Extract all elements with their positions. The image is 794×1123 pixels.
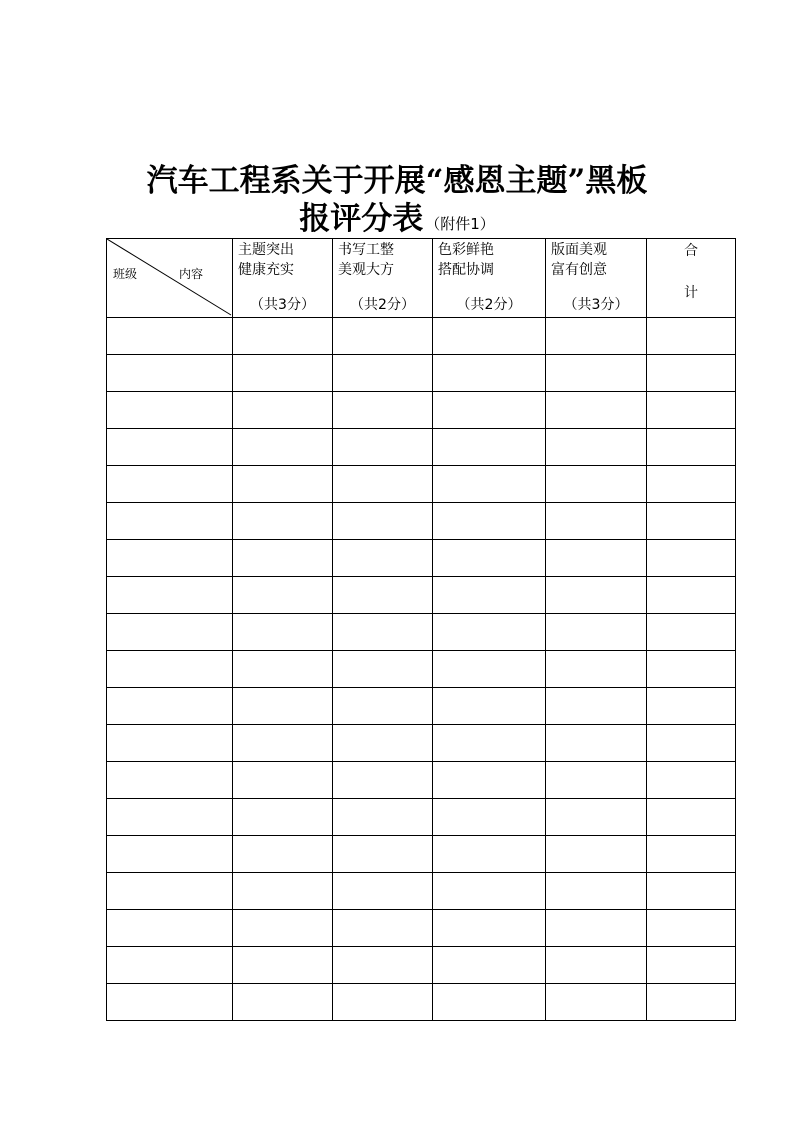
criteria-4-cell[interactable] xyxy=(546,984,647,1021)
criteria-4-cell[interactable] xyxy=(546,799,647,836)
document-title: 汽车工程系关于开展“感恩主题”黑板 xyxy=(146,163,648,199)
row-header-label: 班级 xyxy=(113,267,138,281)
total-cell[interactable] xyxy=(647,466,736,503)
total-cell[interactable] xyxy=(647,577,736,614)
criteria-2-cell[interactable] xyxy=(333,651,433,688)
table-row xyxy=(107,873,736,910)
criteria-1-cell[interactable] xyxy=(233,947,333,984)
table-row xyxy=(107,614,736,651)
criteria-4-cell[interactable] xyxy=(546,762,647,799)
criteria-4-cell[interactable] xyxy=(546,873,647,910)
criteria-3-cell[interactable] xyxy=(433,614,546,651)
criteria-3-cell[interactable] xyxy=(433,503,546,540)
table-row xyxy=(107,355,736,392)
criteria-score: （共3分） xyxy=(563,297,629,313)
score-table-body xyxy=(107,318,736,1021)
class-cell[interactable] xyxy=(107,947,233,984)
class-cell[interactable] xyxy=(107,836,233,873)
criteria-2-cell[interactable] xyxy=(333,355,433,392)
class-cell[interactable] xyxy=(107,688,233,725)
criteria-4-cell[interactable] xyxy=(546,725,647,762)
criteria-2-cell[interactable] xyxy=(333,873,433,910)
table-row xyxy=(107,688,736,725)
total-cell[interactable] xyxy=(647,984,736,1021)
criteria-4-cell[interactable] xyxy=(546,577,647,614)
criteria-1-cell[interactable] xyxy=(233,577,333,614)
criteria-4-cell[interactable] xyxy=(546,836,647,873)
total-cell[interactable] xyxy=(647,910,736,947)
total-cell[interactable] xyxy=(647,429,736,466)
total-cell[interactable] xyxy=(647,836,736,873)
total-cell[interactable] xyxy=(647,318,736,355)
criteria-1-cell[interactable] xyxy=(233,318,333,355)
total-cell[interactable] xyxy=(647,947,736,984)
total-cell[interactable] xyxy=(647,873,736,910)
table-row xyxy=(107,466,736,503)
table-row xyxy=(107,392,736,429)
criteria-2-cell[interactable] xyxy=(333,984,433,1021)
criteria-line1: 主题突出 xyxy=(238,242,294,258)
table-row xyxy=(107,429,736,466)
criteria-2-cell[interactable] xyxy=(333,466,433,503)
total-header xyxy=(647,239,736,318)
criteria-3-cell[interactable] xyxy=(433,947,546,984)
criteria-2-cell[interactable] xyxy=(333,799,433,836)
class-cell[interactable] xyxy=(107,355,233,392)
criteria-4-cell[interactable] xyxy=(546,318,647,355)
criteria-1-cell[interactable] xyxy=(233,984,333,1021)
total-header-bottom: 计 xyxy=(684,285,698,301)
criteria-header-2 xyxy=(333,239,433,318)
table-row xyxy=(107,984,736,1021)
table-row xyxy=(107,725,736,762)
criteria-3-cell[interactable] xyxy=(433,355,546,392)
criteria-header-3 xyxy=(433,239,546,318)
table-row xyxy=(107,651,736,688)
class-cell[interactable] xyxy=(107,725,233,762)
criteria-3-cell[interactable] xyxy=(433,577,546,614)
total-cell[interactable] xyxy=(647,651,736,688)
criteria-3-cell[interactable] xyxy=(433,910,546,947)
criteria-1-cell[interactable] xyxy=(233,540,333,577)
criteria-1-cell[interactable] xyxy=(233,836,333,873)
total-cell[interactable] xyxy=(647,762,736,799)
criteria-4-cell[interactable] xyxy=(546,947,647,984)
table-row xyxy=(107,503,736,540)
criteria-4-cell[interactable] xyxy=(546,503,647,540)
criteria-1-cell[interactable] xyxy=(233,429,333,466)
class-cell[interactable] xyxy=(107,984,233,1021)
criteria-4-cell[interactable] xyxy=(546,540,647,577)
criteria-4-cell[interactable] xyxy=(546,466,647,503)
table-row xyxy=(107,318,736,355)
class-cell[interactable] xyxy=(107,651,233,688)
table-row xyxy=(107,836,736,873)
criteria-2-cell[interactable] xyxy=(333,318,433,355)
criteria-3-cell[interactable] xyxy=(433,836,546,873)
table-row xyxy=(107,762,736,799)
criteria-4-cell[interactable] xyxy=(546,910,647,947)
criteria-2-cell[interactable] xyxy=(333,392,433,429)
criteria-2-cell[interactable] xyxy=(333,910,433,947)
criteria-line1: 色彩鲜艳 xyxy=(438,242,494,258)
criteria-3-cell[interactable] xyxy=(433,762,546,799)
criteria-header-4 xyxy=(546,239,647,318)
criteria-2-cell[interactable] xyxy=(333,836,433,873)
total-cell[interactable] xyxy=(647,392,736,429)
class-cell[interactable] xyxy=(107,614,233,651)
criteria-4-cell[interactable] xyxy=(546,688,647,725)
total-cell[interactable] xyxy=(647,614,736,651)
criteria-3-cell[interactable] xyxy=(433,725,546,762)
criteria-1-cell[interactable] xyxy=(233,466,333,503)
criteria-1-cell[interactable] xyxy=(233,614,333,651)
class-cell[interactable] xyxy=(107,577,233,614)
criteria-2-cell[interactable] xyxy=(333,725,433,762)
criteria-2-cell[interactable] xyxy=(333,540,433,577)
total-cell[interactable] xyxy=(647,503,736,540)
criteria-3-cell[interactable] xyxy=(433,799,546,836)
criteria-4-cell[interactable] xyxy=(546,429,647,466)
criteria-1-cell[interactable] xyxy=(233,725,333,762)
class-cell[interactable] xyxy=(107,466,233,503)
criteria-1-cell[interactable] xyxy=(233,392,333,429)
criteria-1-cell[interactable] xyxy=(233,762,333,799)
criteria-2-cell[interactable] xyxy=(333,429,433,466)
class-cell[interactable] xyxy=(107,799,233,836)
criteria-line2: 搭配协调 xyxy=(438,262,494,278)
class-cell[interactable] xyxy=(107,910,233,947)
class-cell[interactable] xyxy=(107,762,233,799)
criteria-4-cell[interactable] xyxy=(546,392,647,429)
criteria-1-cell[interactable] xyxy=(233,910,333,947)
total-header-top: 合 xyxy=(684,243,698,259)
criteria-line2: 美观大方 xyxy=(338,262,394,278)
criteria-3-cell[interactable] xyxy=(433,688,546,725)
class-cell[interactable] xyxy=(107,540,233,577)
column-header-label: 内容 xyxy=(179,267,204,281)
total-cell[interactable] xyxy=(647,540,736,577)
table-row xyxy=(107,799,736,836)
table-row xyxy=(107,947,736,984)
table-row xyxy=(107,540,736,577)
criteria-header-1 xyxy=(233,239,333,318)
class-cell[interactable] xyxy=(107,429,233,466)
criteria-3-cell[interactable] xyxy=(433,392,546,429)
table-row xyxy=(107,910,736,947)
criteria-2-cell[interactable] xyxy=(333,503,433,540)
criteria-1-cell[interactable] xyxy=(233,503,333,540)
criteria-3-cell[interactable] xyxy=(433,540,546,577)
criteria-3-cell[interactable] xyxy=(433,429,546,466)
criteria-4-cell[interactable] xyxy=(546,355,647,392)
total-cell[interactable] xyxy=(647,799,736,836)
criteria-line1: 书写工整 xyxy=(338,242,394,258)
criteria-1-cell[interactable] xyxy=(233,355,333,392)
criteria-line1: 版面美观 xyxy=(551,242,607,258)
total-cell[interactable] xyxy=(647,688,736,725)
document-title-continuation: 报评分表 xyxy=(299,201,424,237)
criteria-1-cell[interactable] xyxy=(233,873,333,910)
criteria-3-cell[interactable] xyxy=(433,984,546,1021)
criteria-4-cell[interactable] xyxy=(546,651,647,688)
total-cell[interactable] xyxy=(647,355,736,392)
class-cell[interactable] xyxy=(107,318,233,355)
criteria-2-cell[interactable] xyxy=(333,762,433,799)
criteria-2-cell[interactable] xyxy=(333,688,433,725)
criteria-3-cell[interactable] xyxy=(433,318,546,355)
criteria-1-cell[interactable] xyxy=(233,651,333,688)
criteria-3-cell[interactable] xyxy=(433,873,546,910)
class-cell[interactable] xyxy=(107,503,233,540)
criteria-3-cell[interactable] xyxy=(433,651,546,688)
criteria-2-cell[interactable] xyxy=(333,577,433,614)
class-cell[interactable] xyxy=(107,392,233,429)
criteria-1-cell[interactable] xyxy=(233,799,333,836)
criteria-score: （共2分） xyxy=(350,297,415,313)
criteria-score: （共2分） xyxy=(456,297,522,313)
criteria-1-cell[interactable] xyxy=(233,688,333,725)
class-cell[interactable] xyxy=(107,873,233,910)
criteria-line2: 健康充实 xyxy=(238,262,294,278)
total-cell[interactable] xyxy=(647,725,736,762)
score-table xyxy=(106,238,736,1021)
criteria-3-cell[interactable] xyxy=(433,466,546,503)
header-row xyxy=(107,239,736,318)
table-row xyxy=(107,577,736,614)
criteria-score: （共3分） xyxy=(250,297,315,313)
criteria-line2: 富有创意 xyxy=(551,262,607,278)
criteria-2-cell[interactable] xyxy=(333,947,433,984)
corner-header-cell xyxy=(107,239,233,318)
criteria-2-cell[interactable] xyxy=(333,614,433,651)
criteria-4-cell[interactable] xyxy=(546,614,647,651)
attachment-label: （附件1） xyxy=(425,215,495,233)
